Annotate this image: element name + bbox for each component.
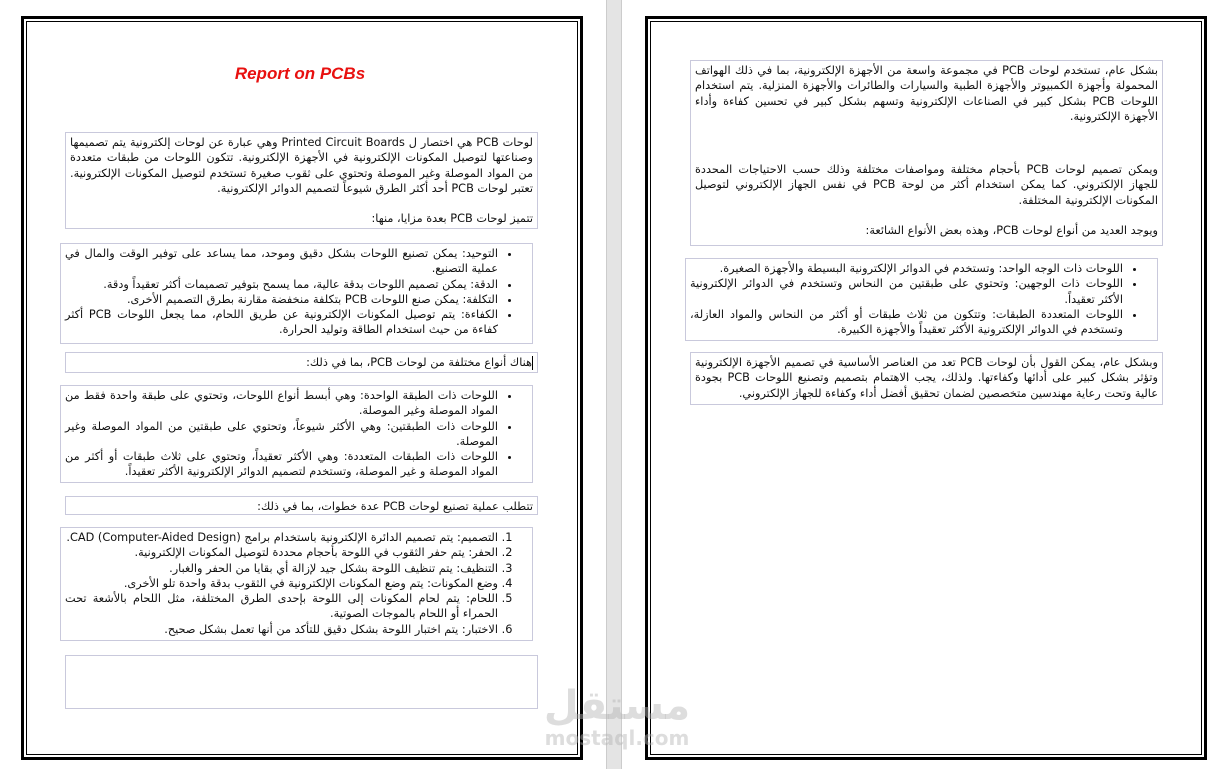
text-cursor <box>532 356 533 370</box>
intro-paragraph: لوحات PCB هي اختصار ل Printed Circuit Boards وهي عبارة عن لوحات إلكترونية يتم تصميمها وصناعتها لتوصيل المكونات الإلكترونية في الأجهزة الإلكترونية. تتكون اللوحات من طبقات متعددة من المواد الموصلة وغير الموصلة وتحتوي على ثقوب صغيرة تستخدم لتوصيل المكونات الإلكترونية. تعتبر لوحات PCB أحد أكثر الطرق شيوعاً لتصميم الدوائر الإلكترونية. <box>70 136 533 195</box>
watermark-arabic: مستقل <box>543 683 691 729</box>
advantages-list <box>65 246 528 338</box>
types-list <box>65 388 528 480</box>
list-item: 5. اللحام: يتم لحام المكونات إلى اللوحة بإحدى الطرق المختلفة، مثل اللحام بالأشعة تحت الحمراء أو اللحام بالموجات الصوتية. <box>65 591 498 622</box>
list-item: 3. التنظيف: يتم تنظيف اللوحة بشكل جيد لإزالة أي بقايا من الحفر والغبار. <box>65 561 498 576</box>
list-item: • الكفاءة: يتم توصيل المكونات الإلكترونية عن طريق اللحام، مما يجعل اللوحات PCB أكثر كفاءة من حيث استخدام الطاقة وتوليد الحرارة. <box>65 307 498 338</box>
types-list <box>690 261 1153 337</box>
steps-list <box>65 530 528 637</box>
advantages-heading: تتميز لوحات PCB بعدة مزايا، منها: <box>371 212 533 226</box>
advantages-textbox[interactable] <box>60 243 533 344</box>
usage-textbox[interactable] <box>690 60 1163 246</box>
types-textbox[interactable] <box>685 258 1158 341</box>
left-page <box>0 0 606 769</box>
list-item: • التكلفة: يمكن صنع اللوحات PCB بتكلفة منخفضة مقارنة بطرق التصميم الأخرى. <box>65 292 498 307</box>
conclusion-paragraph: وبشكل عام، يمكن القول بأن لوحات PCB تعد من العناصر الأساسية في تصميم الأجهزة الإلكترونية وتؤثر بشكل كبير على أدائها وكفاءتها. ولذلك، يجب الاهتمام بتصميم وتصنيع اللوحات PCB بجودة عالية وتحت رعاية مهندسين متخصصين لضمان تحقيق أفضل أداء وكفاءة للجهاز الإلكتروني. <box>695 356 1159 400</box>
list-item: • اللوحات ذات الطبقتين: وهي الأكثر شيوعاً، وتحتوي على طبقتين من المواد الموصلة وغير الموصلة. <box>65 419 498 450</box>
list-item: 4. وضع المكونات: يتم وضع المكونات الإلكترونية في الثقوب بدقة واحدة تلو الأخرى. <box>65 576 498 591</box>
list-item: 1. التصميم: يتم تصميم الدائرة الإلكترونية باستخدام برامج CAD (Computer-Aided Design). <box>65 530 498 545</box>
usage-paragraph: بشكل عام، تستخدم لوحات PCB في مجموعة واسعة من الأجهزة الإلكترونية، بما في ذلك الهواتف المحمولة وأجهزة الكمبيوتر والأجهزة الطبية والسيارات والطائرات والأجهزة المنزلية. يتم استخدام اللوحات PCB بشكل كبير في الصناعات الإلكترونية وتسهم بشكل كبير في تحسين كفاءة وأداء الأجهزة الإلكترونية. <box>695 64 1158 123</box>
page-title: Report on PCBs <box>234 64 366 83</box>
list-item: • الدقة: يمكن تصميم اللوحات بدقة عالية، مما يسمح بتوفير تصميمات أكثر تعقيداً ودقة. <box>65 277 498 292</box>
steps-textbox[interactable] <box>60 527 533 641</box>
empty-textbox[interactable] <box>65 655 538 709</box>
list-item: • اللوحات المتعددة الطبقات: وتتكون من ثلاث طبقات أو أكثر من النحاس والمواد العازلة، وتستخدم في الدوائر الإلكترونية الأكثر تعقيداً والأجهزة الكبيرة. <box>690 307 1123 338</box>
types-heading-textbox[interactable] <box>65 352 538 373</box>
list-item: 2. الحفر: يتم حفر الثقوب في اللوحة بأحجام محددة لتوصيل المكونات الإلكترونية. <box>65 545 498 560</box>
list-item: 6. الاختبار: يتم اختبار اللوحة بشكل دقيق للتأكد من أنها تعمل بشكل صحيح. <box>65 622 498 637</box>
types-textbox[interactable] <box>60 385 533 483</box>
steps-heading: تتطلب عملية تصنيع لوحات PCB عدة خطوات، بما في ذلك: <box>257 500 533 513</box>
page-separator <box>606 0 622 769</box>
list-item: • اللوحات ذات الطبقة الواحدة: وهي أبسط أنواع اللوحات، وتحتوي على طبقة واحدة فقط من المواد الموصلة وغير الموصلة. <box>65 388 498 419</box>
list-item: • اللوحات ذات الوجه الواحد: وتستخدم في الدوائر الإلكترونية البسيطة والأجهزة الصغيرة. <box>690 261 1123 276</box>
right-page <box>622 0 1229 769</box>
watermark-latin: mostaql.com <box>544 726 690 750</box>
design-paragraph: ويمكن تصميم لوحات PCB بأحجام مختلفة ومواصفات مختلفة وذلك حسب الاحتياجات المحددة للجهاز الإلكتروني. كما يمكن استخدام أكثر من لوحة PCB في نفس الجهاز الإلكتروني لتوصيل المكونات الإلكترونية المختلفة. <box>695 163 1158 207</box>
types-heading: هناك أنواع مختلفة من لوحات PCB، بما في ذلك: <box>306 356 532 369</box>
list-item: • اللوحات ذات الوجهين: وتحتوي على طبقتين من النحاس وتستخدم في الدوائر الإلكترونية الأكثر تعقيداً. <box>690 276 1123 307</box>
conclusion-textbox[interactable] <box>690 352 1163 405</box>
intro-textbox[interactable] <box>65 132 538 229</box>
steps-heading-textbox[interactable] <box>65 496 538 515</box>
types-heading: ويوجد العديد من أنواع لوحات PCB، وهذه بعض الأنواع الشائعة: <box>865 224 1158 238</box>
list-item: • اللوحات ذات الطبقات المتعددة: وهي الأكثر تعقيداً، وتحتوي على ثلاث طبقات أو أكثر من المواد الموصلة و غير الموصلة، وتستخدم لتصميم الدوائر الإلكترونية الأكثر تعقيداً. <box>65 449 498 480</box>
list-item: • التوحيد: يمكن تصنيع اللوحات بشكل دقيق وموحد، مما يساعد على توفير الوقت والمال في عملية التصنيع. <box>65 246 498 277</box>
